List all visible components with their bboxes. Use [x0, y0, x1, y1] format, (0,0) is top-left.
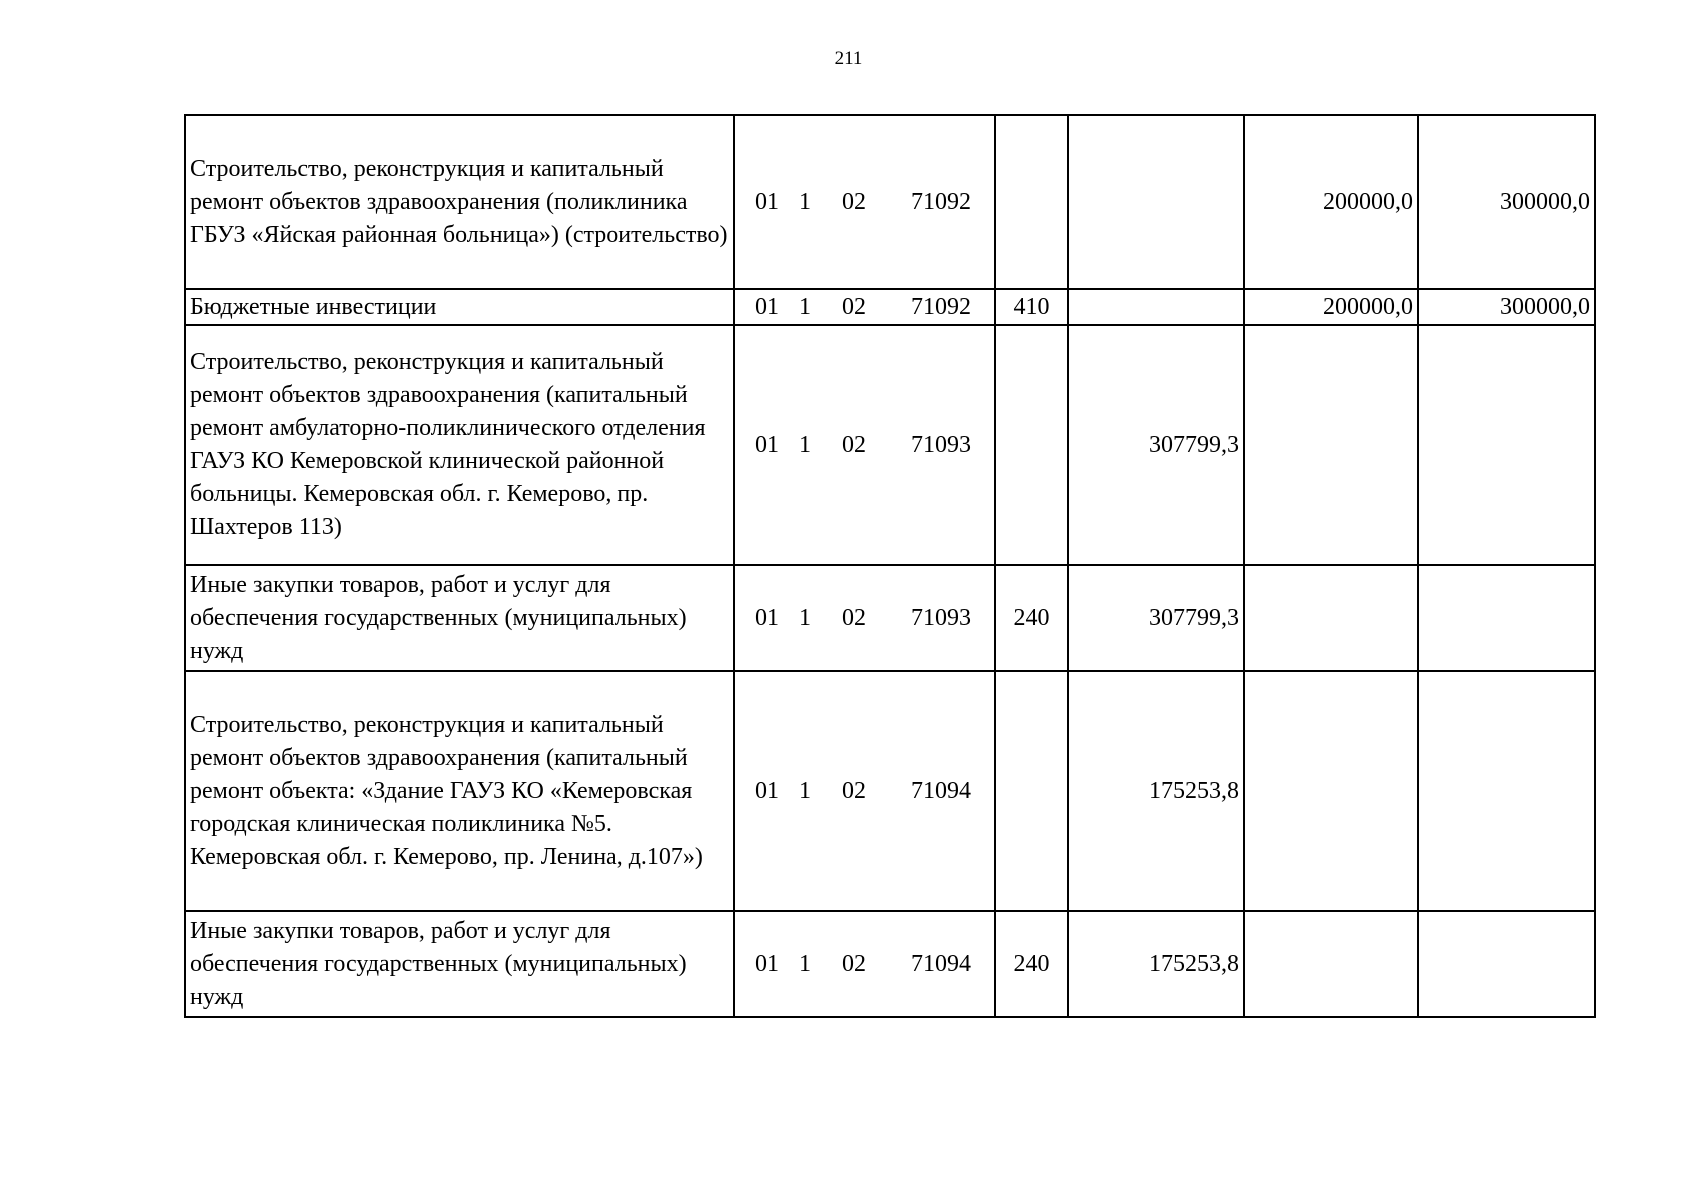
program-code: 01	[755, 431, 779, 458]
subprogram-code: 1	[799, 188, 811, 215]
program-code: 01	[755, 293, 779, 320]
sum-year-3	[1418, 911, 1595, 1017]
sum-year-2	[1244, 565, 1418, 671]
subprogram-code: 1	[799, 604, 811, 631]
table-row	[185, 289, 1595, 325]
expense-type	[995, 325, 1068, 565]
program-code: 01	[755, 188, 779, 215]
main-activity-code: 02	[842, 950, 866, 977]
direction-code: 71093	[911, 604, 971, 631]
sum-year-2: 200000,0	[1244, 115, 1418, 289]
program-code: 01	[755, 950, 779, 977]
row-code	[734, 115, 995, 289]
sum-year-1: 175253,8	[1068, 671, 1244, 911]
direction-code: 71092	[911, 293, 971, 320]
page-number: 211	[834, 48, 863, 69]
direction-code: 71092	[911, 188, 971, 215]
row-description: Иные закупки товаров, работ и услуг для обеспечения государственных (муниципальных) нужд	[185, 911, 734, 1017]
main-activity-code: 02	[842, 604, 866, 631]
expense-type: 240	[995, 565, 1068, 671]
row-code	[734, 671, 995, 911]
expense-type: 240	[995, 911, 1068, 1017]
direction-code: 71094	[911, 950, 971, 977]
sum-year-3	[1418, 671, 1595, 911]
table-row	[185, 911, 1595, 1017]
main-activity-code: 02	[842, 293, 866, 320]
main-activity-code: 02	[842, 777, 866, 804]
sum-year-1	[1068, 289, 1244, 325]
row-description: Бюджетные инвестиции	[185, 289, 734, 325]
sum-year-1: 307799,3	[1068, 565, 1244, 671]
row-code	[734, 911, 995, 1017]
sum-year-3	[1418, 565, 1595, 671]
direction-code: 71093	[911, 431, 971, 458]
row-code	[734, 289, 995, 325]
program-code: 01	[755, 604, 779, 631]
subprogram-code: 1	[799, 431, 811, 458]
sum-year-1: 175253,8	[1068, 911, 1244, 1017]
subprogram-code: 1	[799, 777, 811, 804]
sum-year-2	[1244, 325, 1418, 565]
sum-year-3: 300000,0	[1418, 289, 1595, 325]
expense-type	[995, 115, 1068, 289]
row-code	[734, 565, 995, 671]
row-description: Иные закупки товаров, работ и услуг для обеспечения государственных (муниципальных) нужд	[185, 565, 734, 671]
sum-year-3: 300000,0	[1418, 115, 1595, 289]
sum-year-2: 200000,0	[1244, 289, 1418, 325]
direction-code: 71094	[911, 777, 971, 804]
row-code	[734, 325, 995, 565]
table-row	[185, 565, 1595, 671]
sum-year-3	[1418, 325, 1595, 565]
budget-table	[184, 114, 1596, 1018]
row-description: Строительство, реконструкция и капитальный ремонт объектов здравоохранения (капитальный ремонт амбулаторно-поликлинического отделения ГАУЗ КО Кемеровской клинической районной больницы. Кемеровская обл. г. Кемерово, пр. Шахтеров 113)	[185, 325, 734, 565]
main-activity-code: 02	[842, 431, 866, 458]
subprogram-code: 1	[799, 293, 811, 320]
sum-year-1: 307799,3	[1068, 325, 1244, 565]
sum-year-2	[1244, 671, 1418, 911]
table-row	[185, 115, 1595, 289]
expense-type	[995, 671, 1068, 911]
main-activity-code: 02	[842, 188, 866, 215]
expense-type: 410	[995, 289, 1068, 325]
row-description: Строительство, реконструкция и капитальный ремонт объектов здравоохранения (поликлиника ГБУЗ «Яйская районная больница») (строительство)	[185, 115, 734, 289]
program-code: 01	[755, 777, 779, 804]
row-description: Строительство, реконструкция и капитальный ремонт объектов здравоохранения (капитальный ремонт объекта: «Здание ГАУЗ КО «Кемеровская городская клиническая поликлиника №5. Кемеровская обл. г. Кемерово, пр. Ленина, д.107»)	[185, 671, 734, 911]
sum-year-1	[1068, 115, 1244, 289]
table-row	[185, 671, 1595, 911]
table-row	[185, 325, 1595, 565]
subprogram-code: 1	[799, 950, 811, 977]
sum-year-2	[1244, 911, 1418, 1017]
